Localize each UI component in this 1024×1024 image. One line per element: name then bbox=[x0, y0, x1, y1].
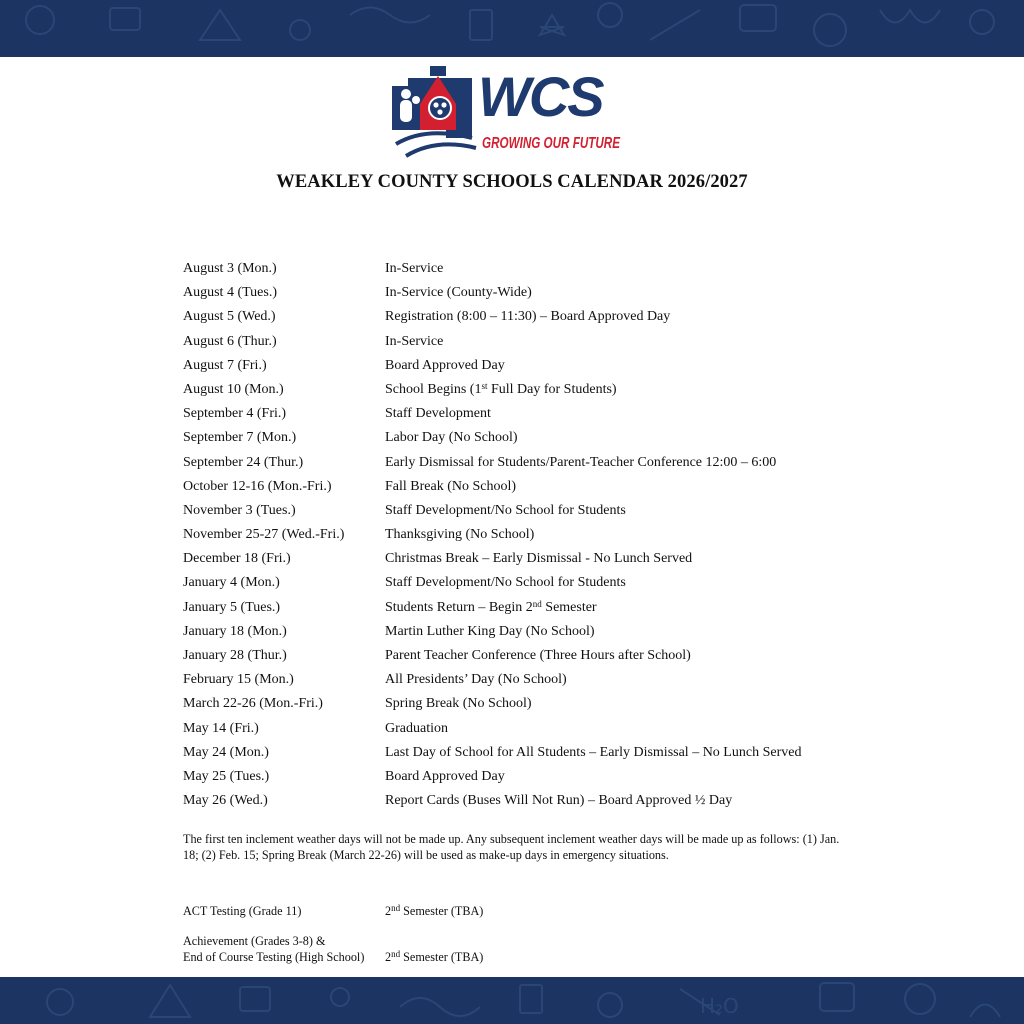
event-date: September 7 (Mon.) bbox=[183, 430, 297, 446]
act-testing-label: ACT Testing (Grade 11) bbox=[183, 904, 302, 918]
event-description: All Presidents’ Day (No School) bbox=[385, 672, 567, 688]
calendar-row bbox=[183, 668, 883, 692]
event-date: May 14 (Fri.) bbox=[183, 720, 259, 736]
event-date: May 25 (Tues.) bbox=[183, 768, 270, 784]
event-date: September 4 (Fri.) bbox=[183, 406, 287, 422]
calendar-row bbox=[183, 499, 883, 523]
calendar-row bbox=[183, 692, 883, 716]
achievement-testing-label: Achievement (Grades 3-8) & End of Course Testing (High School) bbox=[183, 934, 365, 964]
event-date: March 22-26 (Mon.-Fri.) bbox=[183, 696, 323, 712]
event-description: Board Approved Day bbox=[385, 768, 505, 784]
event-date: February 15 (Mon.) bbox=[183, 672, 294, 688]
event-date: May 26 (Wed.) bbox=[183, 793, 268, 809]
event-date: August 3 (Mon.) bbox=[183, 261, 277, 276]
event-description: Report Cards (Buses Will Not Run) – Board Approved ½ Day bbox=[385, 793, 733, 809]
doodle-pattern bbox=[0, 977, 1024, 1024]
calendar-row bbox=[183, 426, 883, 450]
calendar-row bbox=[183, 451, 883, 475]
event-date: January 18 (Mon.) bbox=[183, 623, 287, 639]
calendar-row bbox=[183, 402, 883, 426]
calendar-row bbox=[183, 789, 883, 813]
calendar-row bbox=[183, 547, 883, 571]
event-description: Spring Break (No School) bbox=[385, 696, 532, 712]
weather-note: The first ten inclement weather days will not be made up. Any subsequent inclement weather days will be made up as follows: (1) Jan. 18; (2) Feb. 15; Spring Break (March 22-26) will be used as make-up days in emergency situations. bbox=[183, 832, 840, 862]
event-date: December 18 (Fri.) bbox=[183, 551, 291, 567]
event-description: Students Return – Begin 2nd Semester bbox=[385, 598, 597, 615]
calendar-row bbox=[183, 596, 883, 620]
act-testing-value: 2nd Semester (TBA) bbox=[385, 903, 484, 918]
logo-tagline: GROWING OUR FUTURE bbox=[482, 135, 621, 152]
event-date: September 24 (Thur.) bbox=[183, 454, 304, 470]
event-description: Registration (8:00 – 11:30) – Board Approved Day bbox=[385, 309, 671, 325]
event-description: In-Service (County-Wide) bbox=[385, 285, 532, 301]
event-description: Early Dismissal for Students/Parent-Teacher Conference 12:00 – 6:00 bbox=[385, 454, 777, 470]
event-date: January 5 (Tues.) bbox=[183, 599, 281, 615]
event-description: School Begins (1st Full Day for Students) bbox=[385, 380, 617, 397]
event-date: August 4 (Tues.) bbox=[183, 285, 277, 301]
event-description: Parent Teacher Conference (Three Hours after School) bbox=[385, 648, 691, 663]
event-date: November 25-27 (Wed.-Fri.) bbox=[183, 527, 345, 543]
event-description: Staff Development bbox=[385, 406, 491, 422]
event-date: October 12-16 (Mon.-Fri.) bbox=[183, 478, 332, 494]
calendar-row bbox=[183, 378, 883, 402]
event-description: Thanksgiving (No School) bbox=[385, 527, 535, 543]
event-date: August 10 (Mon.) bbox=[183, 381, 284, 397]
achievement-testing-row bbox=[183, 934, 683, 966]
event-date: May 24 (Mon.) bbox=[183, 744, 269, 760]
calendar-row bbox=[183, 717, 883, 741]
calendar-row bbox=[183, 305, 883, 329]
calendar-row bbox=[183, 571, 883, 595]
page-title: WEAKLEY COUNTY SCHOOLS CALENDAR 2026/2027 bbox=[276, 172, 748, 192]
event-description: In-Service bbox=[385, 261, 444, 276]
calendar-row bbox=[183, 354, 883, 378]
calendar-row bbox=[183, 644, 883, 668]
event-description: In-Service bbox=[385, 333, 444, 349]
events-list bbox=[183, 257, 883, 813]
event-description: Labor Day (No School) bbox=[385, 430, 518, 446]
achievement-testing-value: 2nd Semester (TBA) bbox=[385, 948, 484, 964]
event-date: August 6 (Thur.) bbox=[183, 333, 277, 349]
logo-wordmark: WCS bbox=[478, 65, 603, 128]
calendar-row bbox=[183, 741, 883, 765]
calendar-row bbox=[183, 765, 883, 789]
event-description: Martin Luther King Day (No School) bbox=[385, 623, 595, 639]
act-testing-row bbox=[183, 904, 683, 920]
event-date: January 28 (Thur.) bbox=[183, 648, 287, 663]
event-date: August 5 (Wed.) bbox=[183, 309, 276, 325]
event-description: Graduation bbox=[385, 720, 448, 736]
event-date: August 7 (Fri.) bbox=[183, 357, 267, 373]
calendar-row bbox=[183, 475, 883, 499]
footer-band bbox=[0, 977, 1024, 1024]
event-description: Staff Development/No School for Students bbox=[385, 502, 626, 518]
doodle-pattern bbox=[0, 0, 1024, 57]
header-band bbox=[0, 0, 1024, 57]
svg-text:H₂O: H₂O bbox=[700, 994, 739, 1018]
calendar-row bbox=[183, 523, 883, 547]
calendar-row bbox=[183, 620, 883, 644]
calendar-row bbox=[183, 330, 883, 354]
wcs-logo bbox=[386, 64, 636, 160]
calendar-row bbox=[183, 257, 883, 281]
event-date: January 4 (Mon.) bbox=[183, 575, 280, 591]
event-description: Board Approved Day bbox=[385, 357, 505, 373]
event-description: Staff Development/No School for Students bbox=[385, 575, 626, 591]
calendar-row bbox=[183, 281, 883, 305]
event-description: Fall Break (No School) bbox=[385, 478, 517, 494]
event-date: November 3 (Tues.) bbox=[183, 502, 296, 518]
event-description: Christmas Break – Early Dismissal - No Lunch Served bbox=[385, 551, 693, 567]
event-description: Last Day of School for All Students – Early Dismissal – No Lunch Served bbox=[385, 744, 802, 760]
